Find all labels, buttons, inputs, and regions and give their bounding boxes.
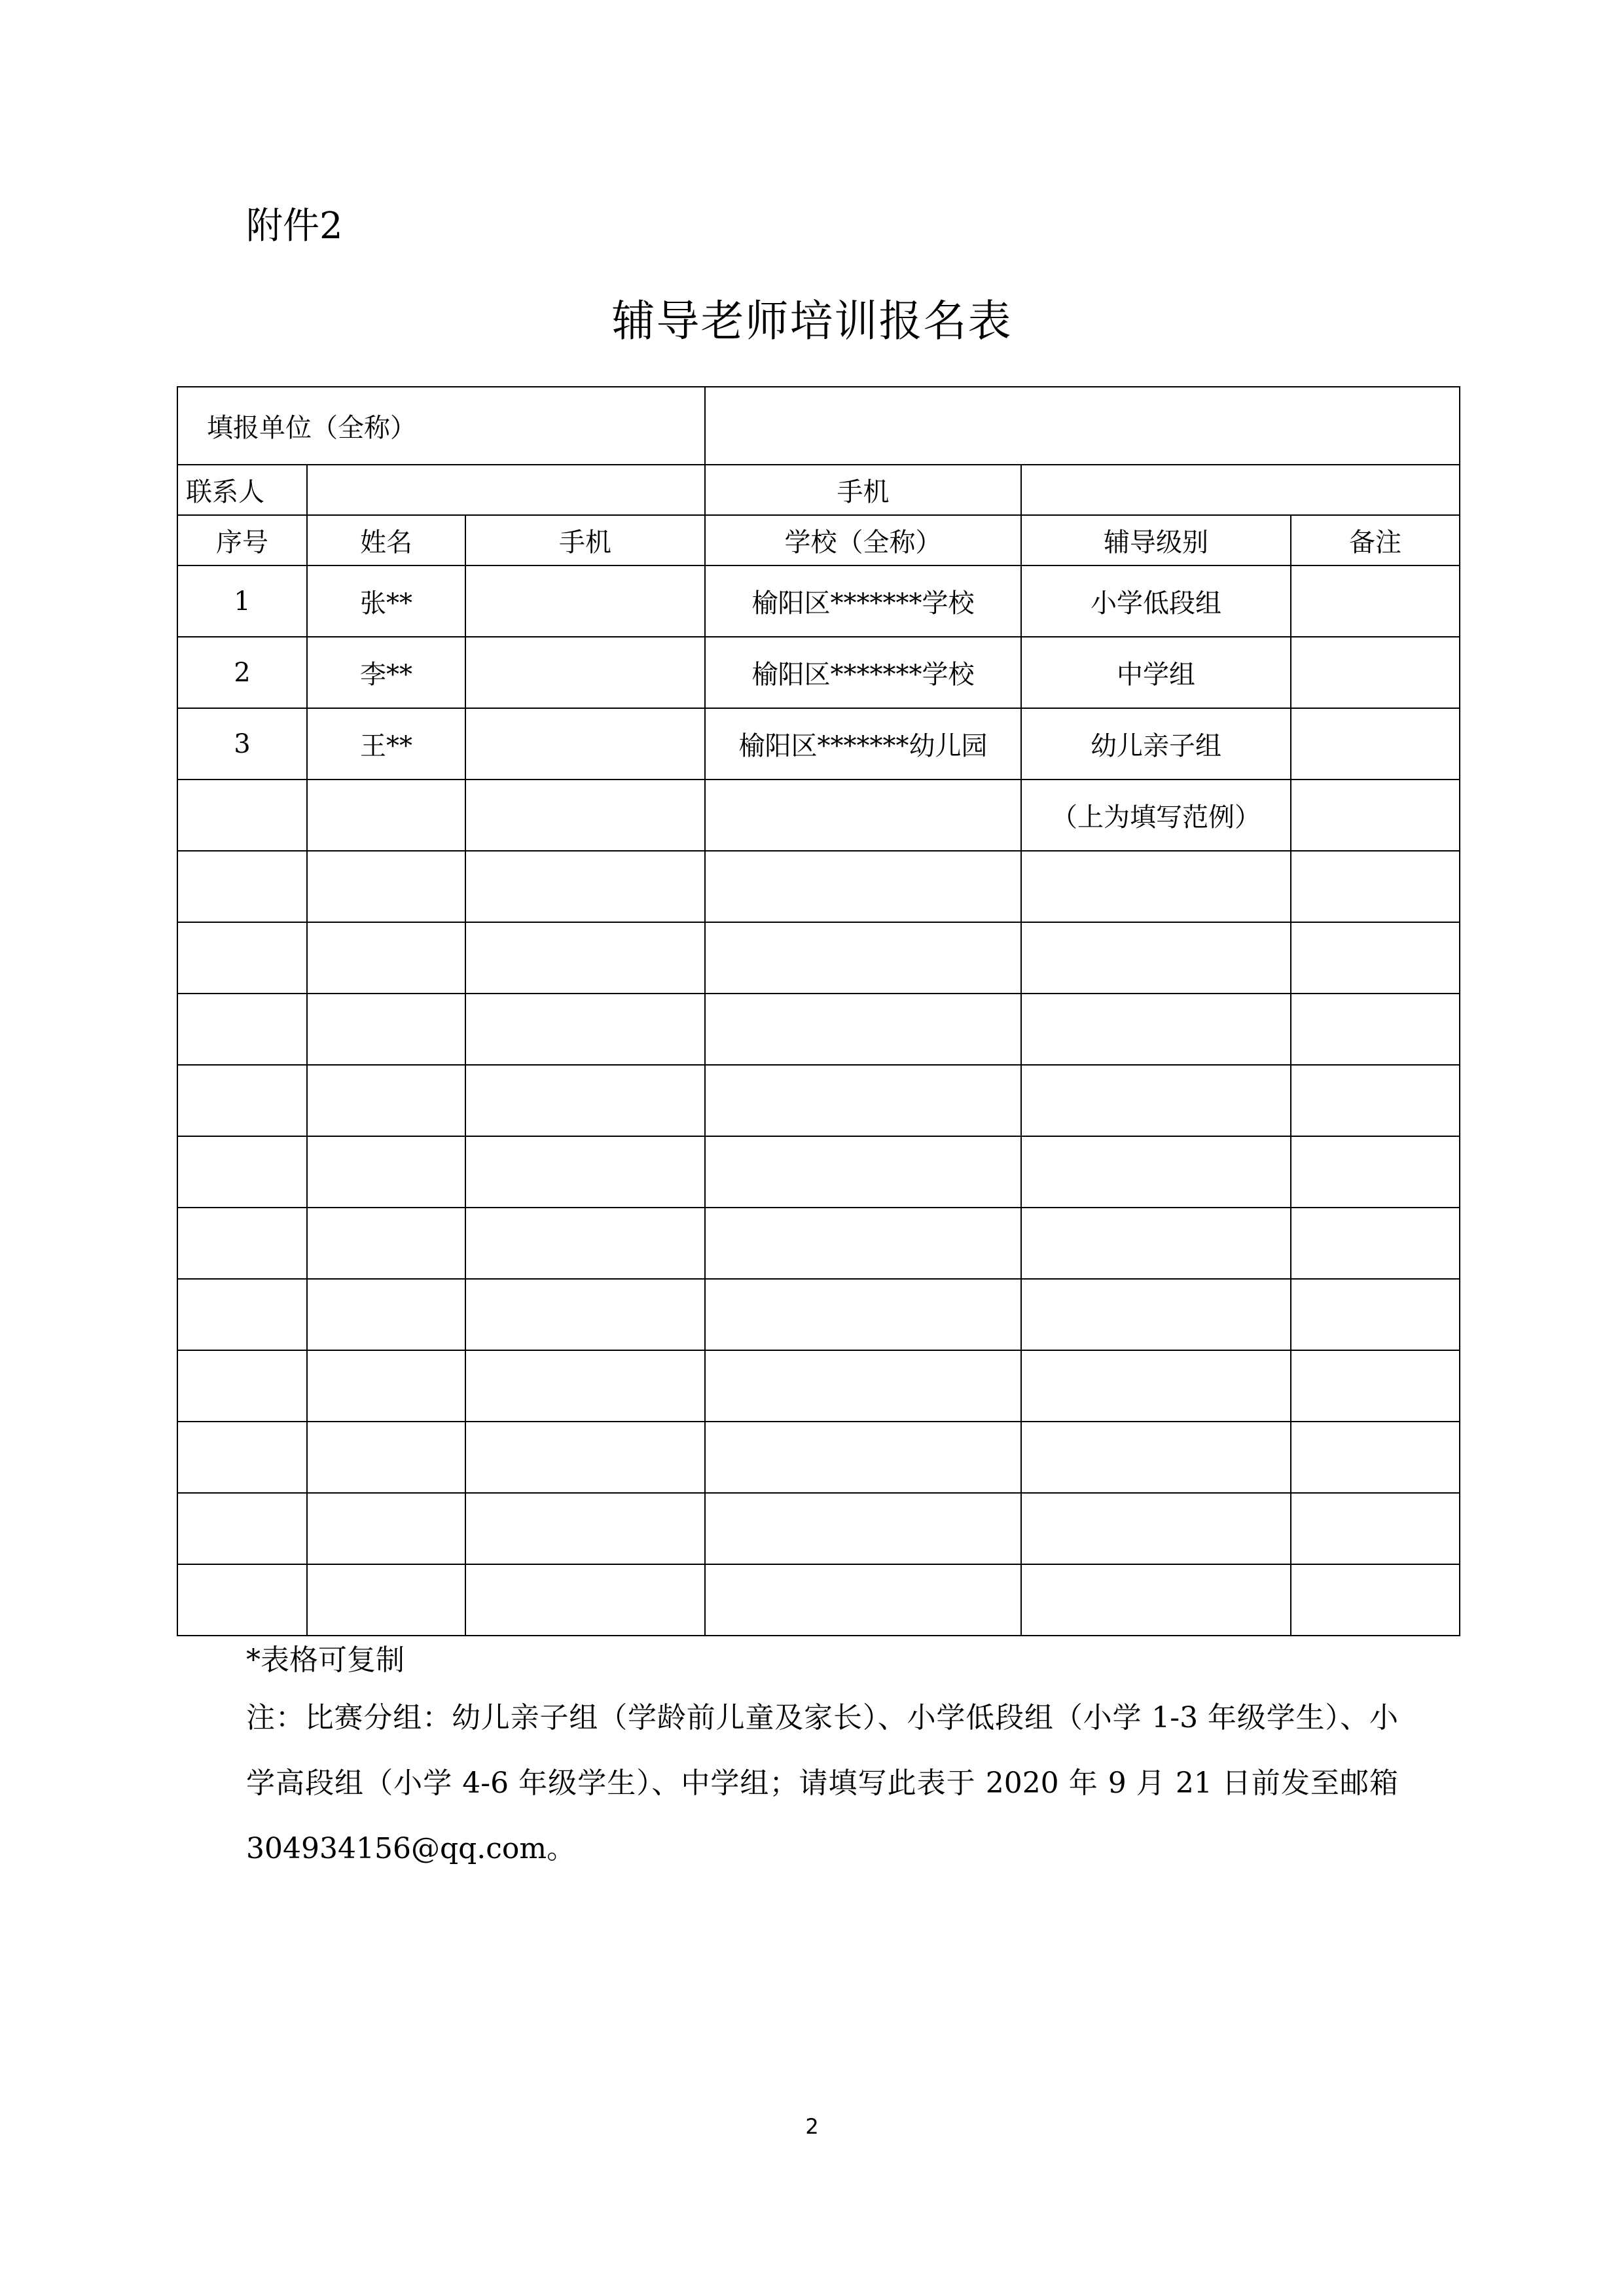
cell-level[interactable]	[1021, 1422, 1291, 1493]
registration-table	[177, 386, 1460, 1636]
cell-phone[interactable]	[465, 780, 705, 851]
cell-name[interactable]	[307, 1564, 465, 1636]
cell-remark[interactable]	[1291, 780, 1460, 851]
cell-index[interactable]	[177, 1422, 307, 1493]
cell-school[interactable]: 榆阳区*******学校	[705, 565, 1021, 637]
cell-index[interactable]	[177, 1564, 307, 1636]
cell-level[interactable]	[1021, 994, 1291, 1065]
phone-input[interactable]	[1021, 465, 1460, 515]
cell-name[interactable]: 张**	[307, 565, 465, 637]
table-row	[177, 851, 1460, 922]
cell-school[interactable]	[705, 1422, 1021, 1493]
cell-school[interactable]	[705, 1136, 1021, 1208]
cell-name[interactable]	[307, 1493, 465, 1564]
cell-name[interactable]	[307, 851, 465, 922]
cell-name[interactable]	[307, 1065, 465, 1136]
cell-name[interactable]	[307, 1136, 465, 1208]
cell-phone[interactable]	[465, 922, 705, 994]
cell-level[interactable]	[1021, 851, 1291, 922]
cell-level[interactable]	[1021, 1350, 1291, 1422]
cell-school[interactable]	[705, 1493, 1021, 1564]
cell-remark[interactable]	[1291, 1564, 1460, 1636]
cell-index[interactable]	[177, 780, 307, 851]
table-header-row	[177, 515, 1460, 565]
cell-school[interactable]	[705, 1065, 1021, 1136]
cell-remark[interactable]	[1291, 1493, 1460, 1564]
cell-phone[interactable]	[465, 1493, 705, 1564]
cell-level[interactable]: 幼儿亲子组	[1021, 708, 1291, 780]
table-row	[177, 1136, 1460, 1208]
cell-level[interactable]: 中学组	[1021, 637, 1291, 708]
cell-name[interactable]: 李**	[307, 637, 465, 708]
cell-level[interactable]	[1021, 1065, 1291, 1136]
header-school: 学校（全称）	[705, 515, 1021, 565]
cell-phone[interactable]	[465, 1208, 705, 1279]
group-note: 注：比赛分组：幼儿亲子组（学龄前儿童及家长）、小学低段组（小学 1-3 年级学生）、小学高段组（小学 4-6 年级学生）、中学组；请填写此表于 2020 年 9 月 21 日前发至邮箱 304934156@qq.com。	[246, 1701, 1398, 1865]
cell-school[interactable]	[705, 1350, 1021, 1422]
table-row	[177, 1065, 1460, 1136]
cell-name[interactable]	[307, 1279, 465, 1350]
cell-remark[interactable]	[1291, 565, 1460, 637]
cell-phone[interactable]	[465, 1564, 705, 1636]
header-index: 序号	[177, 515, 307, 565]
table-row	[177, 1350, 1460, 1422]
table-row	[177, 780, 1460, 851]
table-row	[177, 637, 1460, 708]
header-remark: 备注	[1291, 515, 1460, 565]
cell-phone[interactable]	[465, 1279, 705, 1350]
header-name: 姓名	[307, 515, 465, 565]
cell-phone[interactable]	[465, 1136, 705, 1208]
unit-label: 填报单位（全称）	[177, 387, 705, 465]
header-phone: 手机	[465, 515, 705, 565]
cell-phone[interactable]	[465, 1350, 705, 1422]
cell-remark[interactable]	[1291, 708, 1460, 780]
page-number: 2	[805, 2114, 819, 2139]
cell-remark[interactable]	[1291, 851, 1460, 922]
table-row	[177, 1279, 1460, 1350]
cell-index[interactable]	[177, 1136, 307, 1208]
cell-level[interactable]: 小学低段组	[1021, 565, 1291, 637]
header-level: 辅导级别	[1021, 515, 1291, 565]
phone-label: 手机	[705, 465, 1021, 515]
cell-school[interactable]	[705, 922, 1021, 994]
cell-level[interactable]	[1021, 1493, 1291, 1564]
table-row	[177, 1422, 1460, 1493]
table-row	[177, 994, 1460, 1065]
cell-school[interactable]: 榆阳区*******学校	[705, 637, 1021, 708]
cell-phone[interactable]	[465, 1422, 705, 1493]
cell-phone[interactable]	[465, 565, 705, 637]
table-row	[177, 1208, 1460, 1279]
cell-level[interactable]	[1021, 1136, 1291, 1208]
cell-index[interactable]: 1	[177, 565, 307, 637]
copy-note: *表格可复制	[246, 1643, 405, 1677]
cell-remark[interactable]	[1291, 1279, 1460, 1350]
cell-index[interactable]	[177, 922, 307, 994]
cell-level[interactable]: （上为填写范例）	[1021, 780, 1291, 851]
cell-school[interactable]	[705, 851, 1021, 922]
unit-input[interactable]	[705, 387, 1460, 465]
cell-remark[interactable]	[1291, 1422, 1460, 1493]
cell-school[interactable]	[705, 780, 1021, 851]
cell-name[interactable]	[307, 1350, 465, 1422]
table-row	[177, 1493, 1460, 1564]
cell-index[interactable]: 3	[177, 708, 307, 780]
cell-name[interactable]	[307, 922, 465, 994]
cell-remark[interactable]	[1291, 637, 1460, 708]
table-row	[177, 565, 1460, 637]
table-row	[177, 708, 1460, 780]
cell-phone[interactable]	[465, 994, 705, 1065]
cell-name[interactable]: 王**	[307, 708, 465, 780]
contact-input[interactable]	[307, 465, 705, 515]
attachment-label: 附件2	[246, 205, 343, 247]
cell-phone[interactable]	[465, 851, 705, 922]
cell-name[interactable]	[307, 1422, 465, 1493]
cell-index[interactable]	[177, 1350, 307, 1422]
cell-name[interactable]	[307, 994, 465, 1065]
cell-phone[interactable]	[465, 708, 705, 780]
cell-school[interactable]	[705, 994, 1021, 1065]
cell-level[interactable]	[1021, 1279, 1291, 1350]
cell-remark[interactable]	[1291, 1208, 1460, 1279]
cell-school[interactable]	[705, 1564, 1021, 1636]
cell-remark[interactable]	[1291, 1350, 1460, 1422]
cell-school[interactable]: 榆阳区*******幼儿园	[705, 708, 1021, 780]
cell-index[interactable]	[177, 851, 307, 922]
cell-index[interactable]	[177, 1493, 307, 1564]
cell-index[interactable]	[177, 1279, 307, 1350]
cell-remark[interactable]	[1291, 922, 1460, 994]
cell-index[interactable]: 2	[177, 637, 307, 708]
cell-remark[interactable]	[1291, 1065, 1460, 1136]
cell-level[interactable]	[1021, 1208, 1291, 1279]
cell-school[interactable]	[705, 1279, 1021, 1350]
cell-phone[interactable]	[465, 637, 705, 708]
cell-level[interactable]	[1021, 922, 1291, 994]
cell-school[interactable]	[705, 1208, 1021, 1279]
cell-remark[interactable]	[1291, 1136, 1460, 1208]
cell-name[interactable]	[307, 780, 465, 851]
cell-phone[interactable]	[465, 1065, 705, 1136]
cell-index[interactable]	[177, 994, 307, 1065]
table-row	[177, 922, 1460, 994]
contact-label: 联系人	[177, 465, 307, 515]
table-row	[177, 1564, 1460, 1636]
cell-index[interactable]	[177, 1208, 307, 1279]
cell-remark[interactable]	[1291, 994, 1460, 1065]
cell-name[interactable]	[307, 1208, 465, 1279]
form-title: 辅导老师培训报名表	[611, 296, 1013, 346]
cell-index[interactable]	[177, 1065, 307, 1136]
cell-level[interactable]	[1021, 1564, 1291, 1636]
